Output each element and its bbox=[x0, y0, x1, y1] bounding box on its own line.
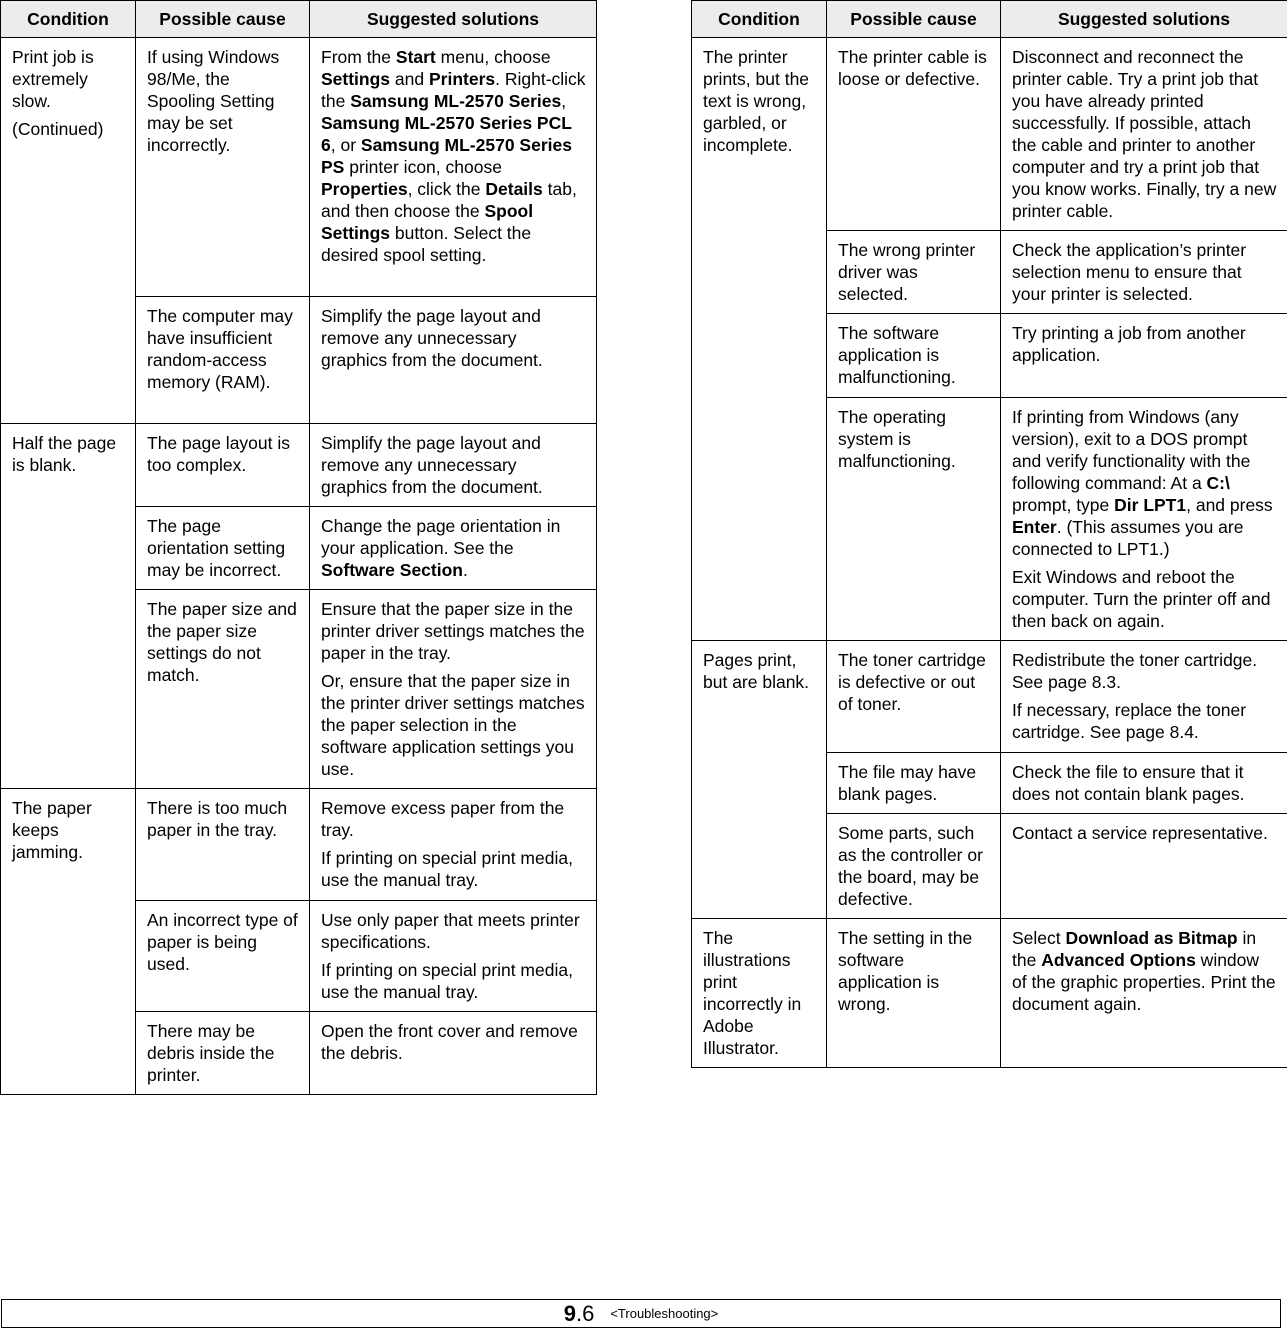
solution-text: Remove excess paper from the tray. bbox=[321, 798, 565, 840]
condition-cell: The printer prints, but the text is wrong, garbled, or incomplete. bbox=[692, 38, 827, 641]
solution-cell bbox=[1001, 398, 1287, 641]
solution-text: Ensure that the paper size in the printer driver settings matches the paper in the tray. bbox=[321, 599, 585, 663]
cause-cell: An incorrect type of paper is being used. bbox=[136, 901, 310, 1012]
cause-cell: The page orientation setting may be incorrect. bbox=[136, 507, 310, 590]
solution-text: Select Download as Bitmap in the Advanced Options window of the graphic properties. Print the document again. bbox=[1012, 928, 1276, 1014]
solution-text: From the Start menu, choose Settings and Printers. Right-click the Samsung ML-2570 Series, Samsung ML-2570 Series PCL 6, or Samsung ML-2570 Series PS printer icon, choose Properties, click the Details tab, and then choose the Spool Settings button. Select the desired spool setting. bbox=[321, 47, 586, 265]
cause-cell: The computer may have insufficient random-access memory (RAM). bbox=[136, 297, 310, 424]
solution-text: If printing on special print media, use the manual tray. bbox=[321, 848, 573, 890]
solution-cell bbox=[1001, 919, 1287, 1068]
page-suffix: .6 bbox=[575, 1300, 595, 1326]
condition-note: (Continued) bbox=[12, 119, 104, 139]
chapter-number: 9 bbox=[563, 1300, 576, 1326]
table-row bbox=[1, 789, 597, 901]
page-number bbox=[564, 1301, 595, 1327]
cause-cell: Some parts, such as the controller or the board, may be defective. bbox=[827, 814, 1001, 919]
solution-cell: Simplify the page layout and remove any unnecessary graphics from the document. bbox=[310, 297, 597, 424]
header-suggested-solutions: Suggested solutions bbox=[1001, 1, 1287, 38]
table-row bbox=[1, 38, 597, 297]
solution-cell: Simplify the page layout and remove any unnecessary graphics from the document. bbox=[310, 424, 597, 507]
solution-text: Redistribute the toner cartridge. See page 8.3. bbox=[1012, 650, 1258, 692]
condition-cell: Half the page is blank. bbox=[1, 424, 136, 789]
troubleshooting-table-left bbox=[0, 0, 597, 1095]
cause-cell: The printer cable is loose or defective. bbox=[827, 38, 1001, 231]
table-row bbox=[1, 424, 597, 507]
solution-text: If printing from Windows (any version), exit to a DOS prompt and verify functionality with the following command: At a C:\ prompt, type Dir LPT1, and press Enter. (This assumes you are connected to LPT1.) bbox=[1012, 407, 1273, 559]
condition-cell bbox=[1, 38, 136, 424]
cause-cell: The toner cartridge is defective or out of toner. bbox=[827, 641, 1001, 753]
cause-cell: The wrong printer driver was selected. bbox=[827, 231, 1001, 314]
solution-cell bbox=[1001, 641, 1287, 753]
cause-cell: There may be debris inside the printer. bbox=[136, 1012, 310, 1095]
troubleshooting-table-right bbox=[691, 0, 1287, 1068]
solution-cell: Check the application’s printer selection menu to ensure that your printer is selected. bbox=[1001, 231, 1287, 314]
table-header-row bbox=[692, 1, 1287, 38]
table-row bbox=[692, 641, 1287, 753]
solution-cell bbox=[310, 901, 597, 1012]
solution-cell bbox=[310, 789, 597, 901]
solution-cell: Open the front cover and remove the debris. bbox=[310, 1012, 597, 1095]
header-possible-cause: Possible cause bbox=[136, 1, 310, 38]
solution-cell bbox=[310, 507, 597, 590]
solution-cell bbox=[310, 38, 597, 297]
section-label: <Troubleshooting> bbox=[610, 1306, 719, 1321]
solution-cell: Disconnect and reconnect the printer cable. Try a print job that you have already printed successfully. If possible, attach the cable and printer to another computer and try a print job that you know works. Finally, try a new printer cable. bbox=[1001, 38, 1287, 231]
cause-cell: The file may have blank pages. bbox=[827, 753, 1001, 814]
cause-cell: There is too much paper in the tray. bbox=[136, 789, 310, 901]
solution-cell bbox=[310, 590, 597, 789]
solution-cell: Contact a service representative. bbox=[1001, 814, 1287, 919]
header-suggested-solutions: Suggested solutions bbox=[310, 1, 597, 38]
solution-text: Or, ensure that the paper size in the printer driver settings matches the paper selection in the software application settings you use. bbox=[321, 671, 585, 779]
condition-cell: Pages print, but are blank. bbox=[692, 641, 827, 919]
solution-cell: Check the file to ensure that it does not contain blank pages. bbox=[1001, 753, 1287, 814]
condition-cell: The illustrations print incorrectly in Adobe Illustrator. bbox=[692, 919, 827, 1068]
table-header-row bbox=[1, 1, 597, 38]
solution-cell: Try printing a job from another application. bbox=[1001, 314, 1287, 398]
table-row bbox=[692, 919, 1287, 1068]
cause-cell: If using Windows 98/Me, the Spooling Setting may be set incorrectly. bbox=[136, 38, 310, 297]
header-possible-cause: Possible cause bbox=[827, 1, 1001, 38]
cause-cell: The operating system is malfunctioning. bbox=[827, 398, 1001, 641]
solution-text: Change the page orientation in your application. See the Software Section. bbox=[321, 516, 561, 580]
page-footer bbox=[1, 1299, 1281, 1328]
solution-text: Exit Windows and reboot the computer. Turn the printer off and then back on again. bbox=[1012, 567, 1271, 631]
solution-text: If necessary, replace the toner cartridge. See page 8.4. bbox=[1012, 700, 1247, 742]
condition-cell: The paper keeps jamming. bbox=[1, 789, 136, 1095]
header-condition: Condition bbox=[1, 1, 136, 38]
cause-cell: The page layout is too complex. bbox=[136, 424, 310, 507]
cause-cell: The paper size and the paper size settings do not match. bbox=[136, 590, 310, 789]
table-row bbox=[692, 38, 1287, 231]
cause-cell: The setting in the software application is wrong. bbox=[827, 919, 1001, 1068]
condition-text: Print job is extremely slow. bbox=[12, 47, 94, 111]
cause-cell: The software application is malfunctioning. bbox=[827, 314, 1001, 398]
solution-text: If printing on special print media, use the manual tray. bbox=[321, 960, 573, 1002]
solution-text: Use only paper that meets printer specifications. bbox=[321, 910, 580, 952]
header-condition: Condition bbox=[692, 1, 827, 38]
